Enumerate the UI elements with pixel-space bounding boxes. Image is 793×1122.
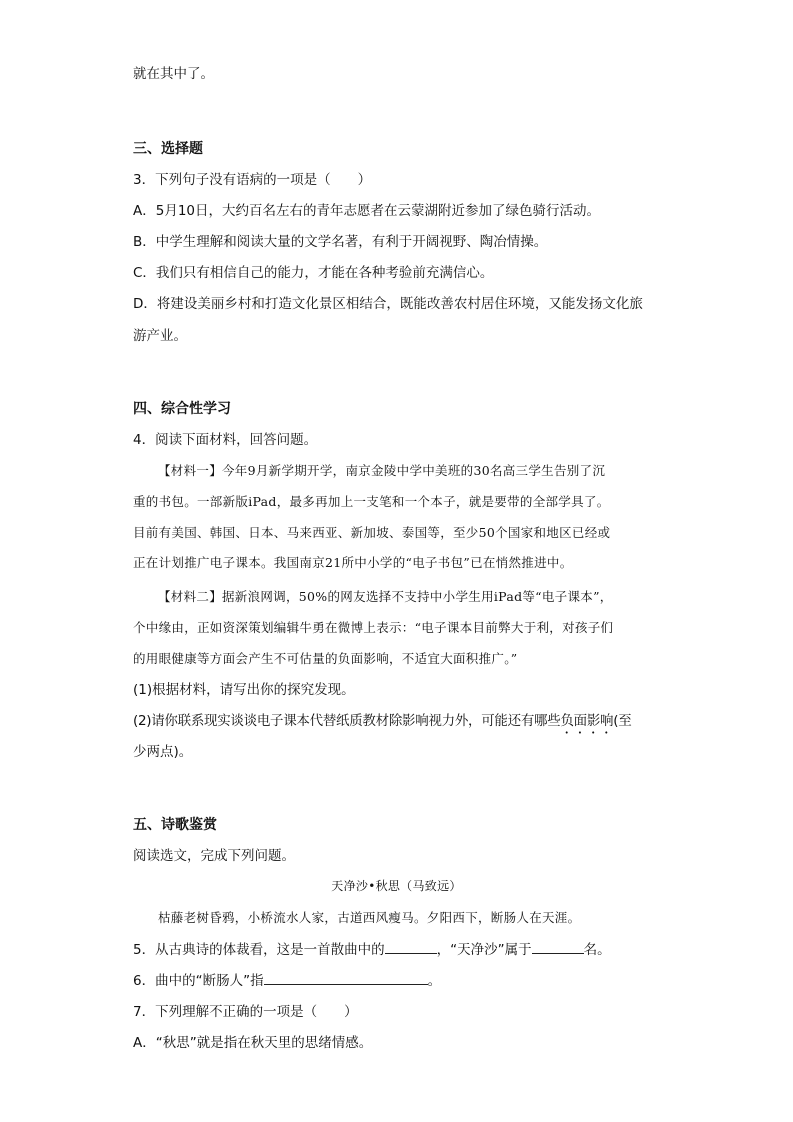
question-5-text-a: 5．从古典诗的体裁看，这是一首散曲中的 (133, 942, 385, 958)
question-4-2-text-tail: (至 (613, 713, 632, 729)
material-1-line-2: 重的书包。一部新版iPad，最多再加上一支笔和一个本子，就是要带的全部学具了。 (133, 494, 610, 509)
question-5 (133, 939, 611, 960)
question-6-text-a: 6．曲中的“断肠人”指 (133, 973, 264, 989)
question-3-option-b: B．中学生理解和阅读大量的文学名著，有利于开阔视野、陶冶情操。 (133, 234, 548, 250)
answer-blank[interactable] (264, 970, 428, 985)
question-4-2-cont: 少两点)。 (133, 744, 193, 760)
poetry-instructions: 阅读选文，完成下列问题。 (133, 848, 295, 864)
question-3-option-d-cont: 游产业。 (133, 328, 187, 344)
section-heading-integrated: 四、综合性学习 (133, 401, 231, 417)
question-6 (133, 970, 441, 991)
material-2-line-3: 的用眼健康等方面会产生不可估量的负面影响，不适宜大面积推广。” (133, 651, 518, 666)
section-heading-choice: 三、选择题 (133, 141, 203, 157)
poem-body: 枯藤老树昏鸦，小桥流水人家，古道西风瘦马。夕阳西下，断肠人在天涯。 (158, 910, 581, 925)
question-5-text-b: ，“天净沙”属于 (436, 942, 532, 958)
question-7-option-a: A．“秋思”就是指在秋天里的思绪情感。 (133, 1035, 373, 1051)
question-3-option-c: C．我们只有相信自己的能力，才能在各种考验前充满信心。 (133, 265, 494, 281)
question-4-stem: 4．阅读下面材料，回答问题。 (133, 432, 318, 448)
question-4-2 (133, 711, 631, 737)
emphasis-dotted: 负面影响 (560, 713, 614, 729)
question-6-text-b: 。 (427, 973, 442, 989)
material-1-line-1: 【材料一】今年9月新学期开学，南京金陵中学中美班的30名高三学生告别了沉 (158, 463, 606, 478)
material-2-line-1: 【材料二】据新浪网调，50%的网友选择不支持中小学生用iPad等“电子课本”， (158, 589, 613, 604)
question-3-option-a: A．5月10日，大约百名左右的青年志愿者在云蒙湖附近参加了绿色骑行活动。 (133, 203, 601, 219)
section-heading-poetry: 五、诗歌鉴赏 (133, 817, 217, 833)
answer-blank[interactable] (385, 939, 437, 954)
question-4-2-text: (2)请你联系现实谈谈电子课本代替纸质教材除影响视力外，可能还有哪些 (133, 713, 561, 729)
material-1-line-4: 正在计划推广电子课本。我国南京21所中小学的“电子书包”已在悄然推进中。 (133, 555, 573, 570)
material-1-line-3: 目前有美国、韩国、日本、马来西亚、新加坡、泰国等，至少50个国家和地区已经或 (133, 525, 611, 540)
poem-title: 天净沙•秋思（马致远） (331, 879, 462, 893)
question-3-stem: 3．下列句子没有语病的一项是（ ） (133, 172, 372, 188)
question-3-option-d: D．将建设美丽乡村和打造文化景区相结合，既能改善农村居住环境，又能发扬文化旅 (133, 296, 643, 312)
question-4-1: (1)根据材料，请写出你的探究发现。 (133, 682, 355, 698)
material-2-line-2: 个中缘由，正如资深策划编辑牛勇在微博上表示：“电子课本目前弊大于利，对孩子们 (133, 620, 614, 635)
continued-text: 就在其中了。 (133, 66, 214, 82)
answer-blank[interactable] (532, 939, 584, 954)
question-5-text-c: 名。 (583, 942, 611, 958)
question-7-stem: 7．下列理解不正确的一项是（ ） (133, 1004, 358, 1020)
